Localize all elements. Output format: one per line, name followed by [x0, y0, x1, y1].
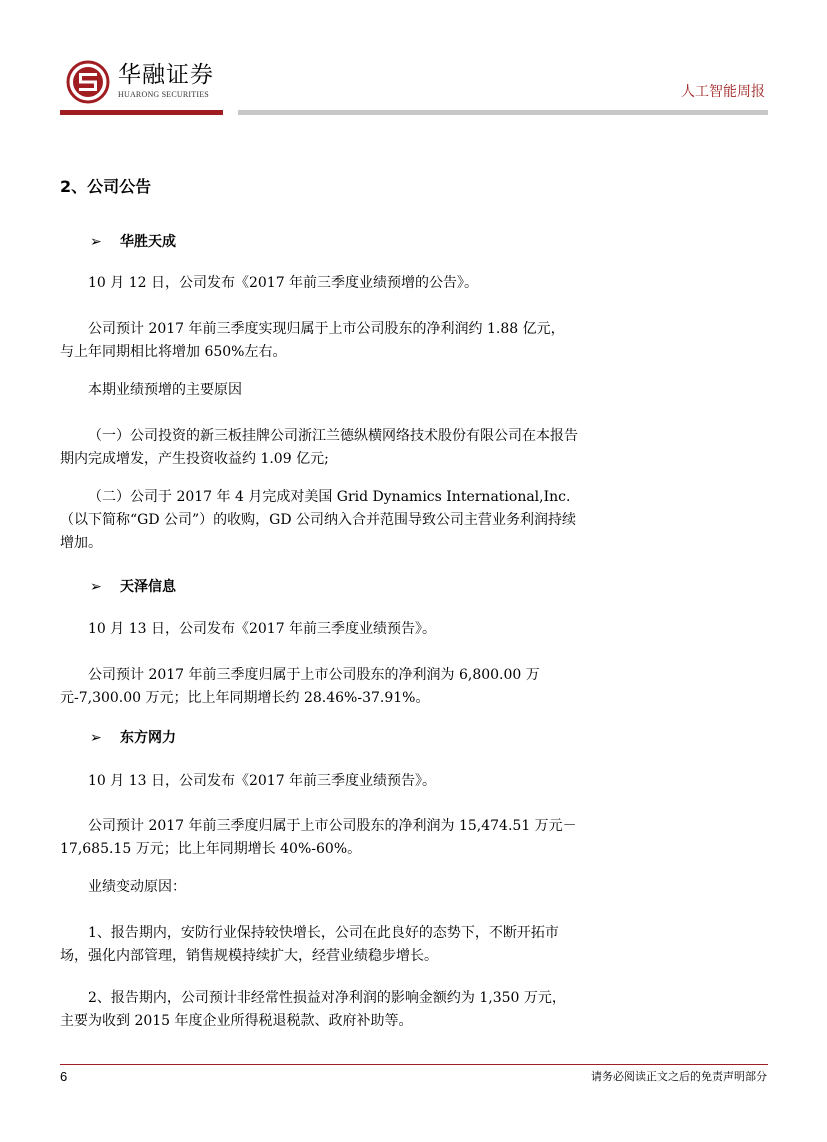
paragraph: 公司预计 2017 年前三季度归属于上市公司股东的净利润为 6,800.00 万元-7,300.00 万元；比上年同期增长约 28.46%-37.91%。	[60, 667, 540, 706]
disclaimer-note: 请务必阅读正文之后的免责声明部分	[591, 1070, 767, 1083]
company-name: 东方网力	[120, 730, 176, 746]
page-number: 6	[60, 1069, 68, 1084]
report-type-label: 人工智能周报	[681, 84, 765, 100]
company-name: 华胜天成	[120, 234, 176, 250]
brand-name-en: HUARONG SECURITIES	[118, 90, 209, 99]
paragraph: 公司预计 2017 年前三季度归属于上市公司股东的净利润为 15,474.51 万元－17,685.15 万元；比上年同期增长 40%-60%。	[60, 818, 577, 857]
company-name: 天泽信息	[120, 579, 176, 595]
brand-name-cn: 华融证券	[118, 62, 214, 88]
paragraph: 10 月 12 日，公司发布《2017 年前三季度业绩预增的公告》。	[88, 275, 479, 291]
paragraph: 本期业绩预增的主要原因	[88, 382, 242, 398]
section-title: 2、公司公告	[60, 177, 152, 196]
company-heading	[90, 728, 176, 748]
paragraph: 10 月 13 日，公司发布《2017 年前三季度业绩预告》。	[88, 621, 437, 637]
header-divider-red	[60, 110, 223, 115]
paragraph: 1、报告期内，安防行业保持较快增长，公司在此良好的态势下，不断开拓市场，强化内部管理，销售规模持续扩大，经营业绩稳步增长。	[60, 925, 559, 964]
paragraph: 2、报告期内，公司预计非经常性损益对净利润的影响金额约为 1,350 万元，主要为收到 2015 年度企业所得税退税款、政府补助等。	[60, 990, 566, 1029]
arrow-bullet-icon: ➢	[90, 579, 102, 595]
footer-divider	[60, 1064, 768, 1065]
company-heading	[90, 577, 176, 597]
paragraph: 公司预计 2017 年前三季度实现归属于上市公司股东的净利润约 1.88 亿元，与上年同期相比将增加 650%左右。	[60, 321, 565, 360]
huarong-logo-icon	[66, 60, 110, 104]
arrow-bullet-icon: ➢	[90, 234, 102, 250]
company-heading	[90, 232, 176, 252]
paragraph: （二）公司于 2017 年 4 月完成对美国 Grid Dynamics International,Inc.（以下简称“GD 公司”）的收购，GD 公司纳入合并范围导致公司主营业务利润持续增加。	[60, 489, 577, 551]
header-divider-gray	[238, 110, 768, 115]
paragraph: 业绩变动原因：	[88, 879, 186, 895]
paragraph: （一）公司投资的新三板挂牌公司浙江兰德纵横网络技术股份有限公司在本报告期内完成增发，产生投资收益约 1.09 亿元;	[60, 428, 578, 467]
paragraph: 10 月 13 日，公司发布《2017 年前三季度业绩预告》。	[88, 773, 437, 789]
arrow-bullet-icon: ➢	[90, 730, 102, 746]
